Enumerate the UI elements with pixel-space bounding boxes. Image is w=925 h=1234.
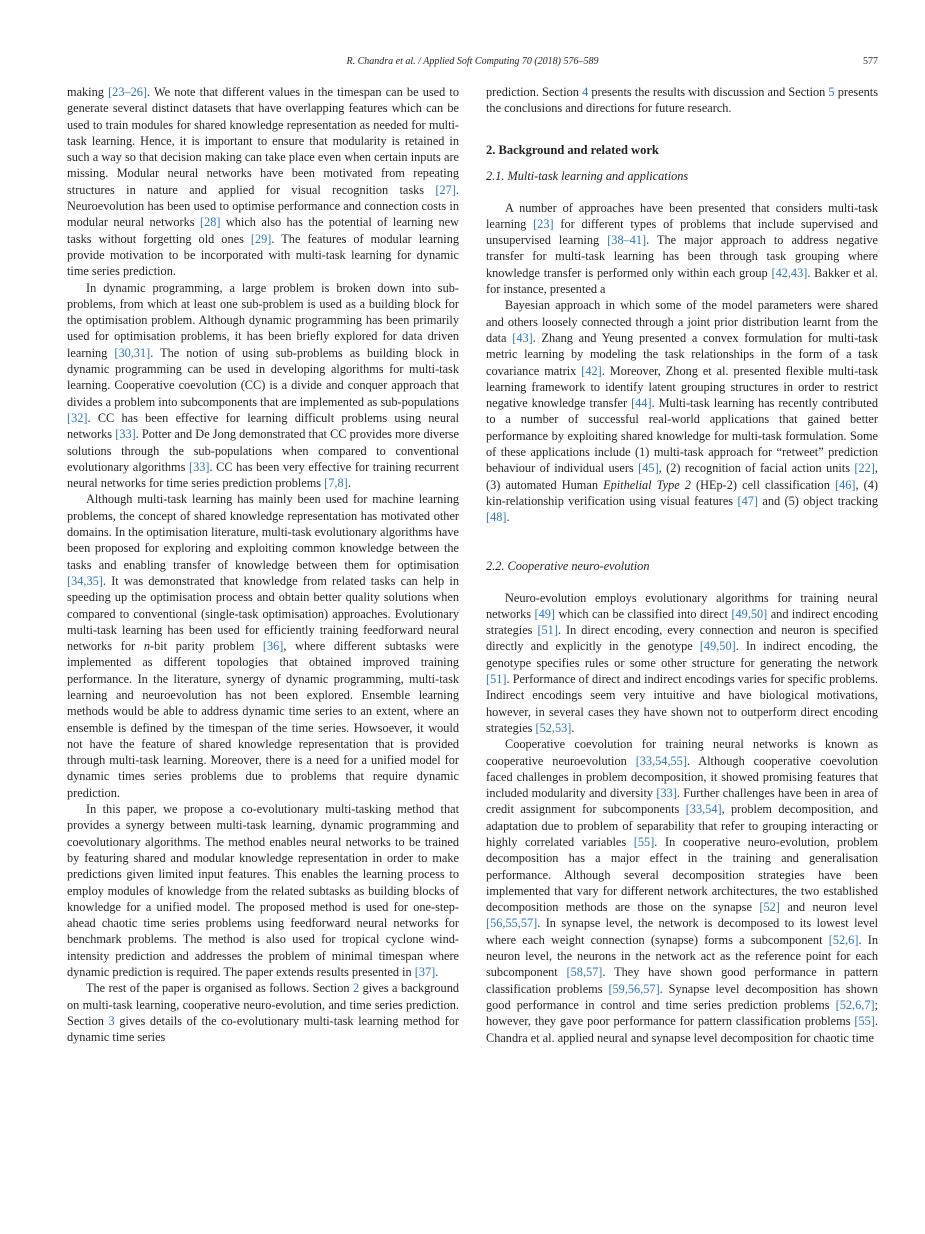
citation-link[interactable]: [52,53] — [535, 720, 572, 735]
citation-link[interactable]: [33,54] — [685, 802, 722, 817]
subsection-heading: 2.2. Cooperative neuro-evolution — [486, 558, 650, 573]
citation-link[interactable]: [22] — [854, 461, 875, 476]
subsection-heading: 2.1. Multi-task learning and applications — [486, 168, 689, 183]
citation-link[interactable]: [33] — [188, 459, 210, 474]
section-link[interactable]: 4 — [582, 85, 589, 99]
citation-link[interactable]: [29] — [250, 231, 272, 246]
paragraph: Bayesian approach in which some of the model parameters were shared and others loosely connected through a joint prior distribution learnt from the data [43]. Zhang and Yeung presented a convex formulation for multi-task metric learning by modeling the task relationships in the form of a task covariance matrix [42]. Moreover, Zhong et al. presented flexible multi-task learning framework to identify latent grouping structures in order to restrict negative knowledge transfer [44]. Multi-task learning has recently contributed to a number of successful real-world applications that gained better performance by exploiting shared knowledge for multi-task formulation. Some of these applications include (1) multi-task approach for “retweet” prediction behaviour of individual users [45], (2) recognition of facial action units [22], (3) automated Human Epithelial Type 2 (HEp-2) cell classification [46], (4) kin-relationship verification using visual features [47] and (5) object tracking [48]. — [486, 298, 878, 525]
citation-link[interactable]: [32] — [67, 410, 88, 425]
citation-link[interactable]: [49,50] — [699, 639, 736, 654]
paragraph: A number of approaches have been presented that considers multi-task learning [23] for different types of problems that include supervised and unsupervised learning [38–41]. The major approach to address negative transfer for multi-task learning has been through task grouping where knowledge transfer is performed only within each group [42,43]. Bakker et al. for instance, presented a — [486, 200, 878, 297]
citation-link[interactable]: [51] — [486, 672, 507, 687]
citation-link[interactable]: [55] — [854, 1014, 875, 1029]
citation-link[interactable]: [33] — [656, 786, 677, 801]
paragraph: In this paper, we propose a co-evolutionary multi-tasking method that provides a synergy between multi-task learning, dynamic programming and coevolutionary algorithms. The method enables neural networks to be trained by featuring shared and modular knowledge representation in order to make predictions given limited input features. This enables the learning process to employ modules of knowledge from the related subtasks as building blocks of knowledge for a unified model. The proposed method is used for one-step-ahead chaotic time series problems using feedforward neural networks for benchmark problems. The method is also used for tropical cyclone wind-intensity prediction and addresses the problem of minimal timespan where dynamic prediction is required. The paper extends results presented in [37]. — [67, 802, 459, 980]
citation-link[interactable]: [7,8] — [324, 476, 348, 491]
citation-link[interactable]: [46] — [834, 477, 856, 492]
citation-link[interactable]: [59,56,57] — [608, 981, 660, 996]
citation-link[interactable]: [38–41] — [607, 233, 647, 248]
right-column — [486, 84, 878, 1046]
left-column — [67, 84, 459, 1046]
citation-link[interactable]: [23] — [533, 216, 554, 231]
citation-link[interactable]: [33] — [115, 427, 136, 442]
citation-link[interactable]: [48] — [486, 510, 507, 525]
page-header — [67, 56, 878, 70]
paragraph: Although multi-task learning has mainly been used for machine learning problems, the concept of shared knowledge representation has motivated other domains. In the optimisation literature, multi-task evolutionary algorithms have been proposed for exploring and exploiting common knowledge between the tasks and enabling transfer of knowledge between them for optimisation [34,35]. It was demonstrated that knowledge from related tasks can help in speeding up the optimisation process and obtain better quality solutions when compared to conventional (single-task optimisation) approaches. Evolutionary multi-task learning has been used for efficiently training feedforward neural networks for n-bit parity problem [36], where different subtasks were implemented as different topologies that obtained improved training performance. In the literature, synergy of dynamic programming, multi-task learning and neuroevolution has not been explored. Ensemble learning methods would be able to address dynamic time series to an extent, where an ensemble is defined by the timespan of the time series. Howsoever, it would not have the feature of shared knowledge representation that is provided through multi-task learning. Moreover, there is a need for a unified model for dynamic times series problems due to problems that require dynamic prediction. — [67, 492, 459, 800]
citation-link[interactable]: [45] — [638, 461, 659, 476]
citation-link[interactable]: [52,6,7] — [835, 997, 875, 1012]
citation-link[interactable]: [55] — [633, 834, 655, 849]
section-link[interactable]: 2 — [352, 981, 360, 996]
citation-link[interactable]: [42,43] — [771, 265, 808, 280]
running-head: R. Chandra et al. / Applied Soft Computing 70 (2018) 576–589 — [346, 56, 599, 67]
citation-link[interactable]: [52] — [759, 900, 780, 915]
section-link[interactable]: 5 — [828, 85, 835, 99]
citation-link[interactable]: [23–26] — [108, 85, 148, 99]
citation-link[interactable]: [49] — [534, 606, 556, 621]
paragraph: Neuro-evolution employs evolutionary algorithms for training neural networks [49] which can be classified into direct [49,50] and indirect encoding strategies [51]. In direct encoding, every connection and neuron is specified directly and explicitly in the genotype [49,50]. In indirect encoding, the genotype specifies rules or some other structure for generating the network [51]. Performance of direct and indirect encodings varies for specific problems. Indirect encodings seem very intuitive and have biological motivations, however, in several cases they have shown not to outperform direct encoding strategies [52,53]. — [486, 590, 879, 735]
section-link[interactable]: 3 — [108, 1013, 115, 1028]
citation-link[interactable]: [36] — [262, 639, 284, 654]
citation-link[interactable]: [52,6] — [828, 932, 859, 947]
page-number: 577 — [863, 56, 878, 67]
citation-link[interactable]: [34,35] — [67, 573, 103, 588]
citation-link[interactable]: [42] — [581, 363, 602, 378]
citation-link[interactable]: [33,54,55] — [635, 753, 687, 768]
paragraph: prediction. Section 4 presents the results with discussion and Section 5 presents the conclusions and directions for future research. — [486, 85, 879, 116]
citation-link[interactable]: [28] — [199, 215, 221, 230]
citation-link[interactable]: [58,57] — [566, 965, 603, 980]
citation-link[interactable]: [37] — [414, 965, 436, 980]
citation-link[interactable]: [44] — [631, 396, 652, 411]
citation-link[interactable]: [43] — [512, 330, 533, 345]
citation-link[interactable]: [51] — [537, 623, 558, 638]
paragraph: In dynamic programming, a large problem is broken down into sub-problems, from which at least one sub-problem is used as a building block for the optimisation problem. Although dynamic programming has been primarily used for optimisation problems, it has been briefly explored for data driven learning [30,31]. The notion of using sub-problems as building block in dynamic programming can be used in developing algorithms for multi-task learning. Cooperative coevolution (CC) is a divide and conquer approach that divides a problem into subcomponents that are implemented as sub-populations [32]. CC has been effective for learning difficult problems using neural networks [33]. Potter and De Jong demonstrated that CC provides more diverse solutions through the sub-populations when compared to conventional evolutionary algorithms [33]. CC has been very effective for training recurrent neural networks for time series prediction problems [7,8]. — [67, 280, 459, 491]
paragraph: The rest of the paper is organised as follows. Section 2 gives a background on multi-task learning, cooperative neuro-evolution, and time series prediction. Section 3 gives details of the co-evolutionary multi-task learning method for dynamic time series — [67, 981, 459, 1045]
citation-link[interactable]: [56,55,57] — [486, 916, 538, 931]
citation-link[interactable]: [27] — [435, 182, 456, 197]
citation-link[interactable]: [30,31] — [114, 345, 151, 360]
section-heading: 2. Background and related work — [486, 142, 659, 157]
citation-link[interactable]: [47] — [737, 493, 758, 508]
paragraph: Cooperative coevolution for training neural networks is known as cooperative neuroevolution [33,54,55]. Although cooperative coevolution faced challenges in problem decomposition, it showed promising features that included modularity and diversity [33]. Further challenges have been in area of credit assignment for subcomponents [33,54], problem decomposition, and adaptation due to problem of separability that refer to grouping interacting or highly correlated variables [55]. In cooperative neuro-evolution, problem decomposition has a major effect in the training and generalisation performance. Although several decomposition strategies have been implemented that vary for different network architectures, the two established decomposition methods are those on the synapse [52] and neuron level [56,55,57]. In synapse level, the network is decomposed to its lowest level where each weight connection (synapse) forms a subcomponent [52,6]. In neuron level, the neurons in the network act as the reference point for each subcomponent [58,57]. They have shown good performance in pattern classification problems [59,56,57]. Synapse level decomposition has shown good performance in control and time series prediction problems [52,6,7]; however, they gave poor performance for pattern classification problems [55]. Chandra et al. applied neural and synapse level decomposition for chaotic time — [486, 737, 879, 1045]
paragraph: making [23–26]. We note that different values in the timespan can be used to generate several distinct datasets that have overlapping features which can be used to train modules for shared knowledge representation as needed for multi-task learning. Hence, it is important to ensure that modularity is retained in such a way so that decision making can take place even when certain inputs are missing. Modular neural networks have been motivated from repeating structures in nature and applied for visual recognition tasks [27]. Neuroevolution has been used to optimise performance and connection costs in modular neural networks [28] which also has the potential of learning new tasks without forgetting old ones [29]. The features of modular learning provide motivation to be incorporated with multi-task learning for dynamic time series prediction. — [67, 85, 460, 279]
citation-link[interactable]: [49,50] — [731, 606, 768, 621]
